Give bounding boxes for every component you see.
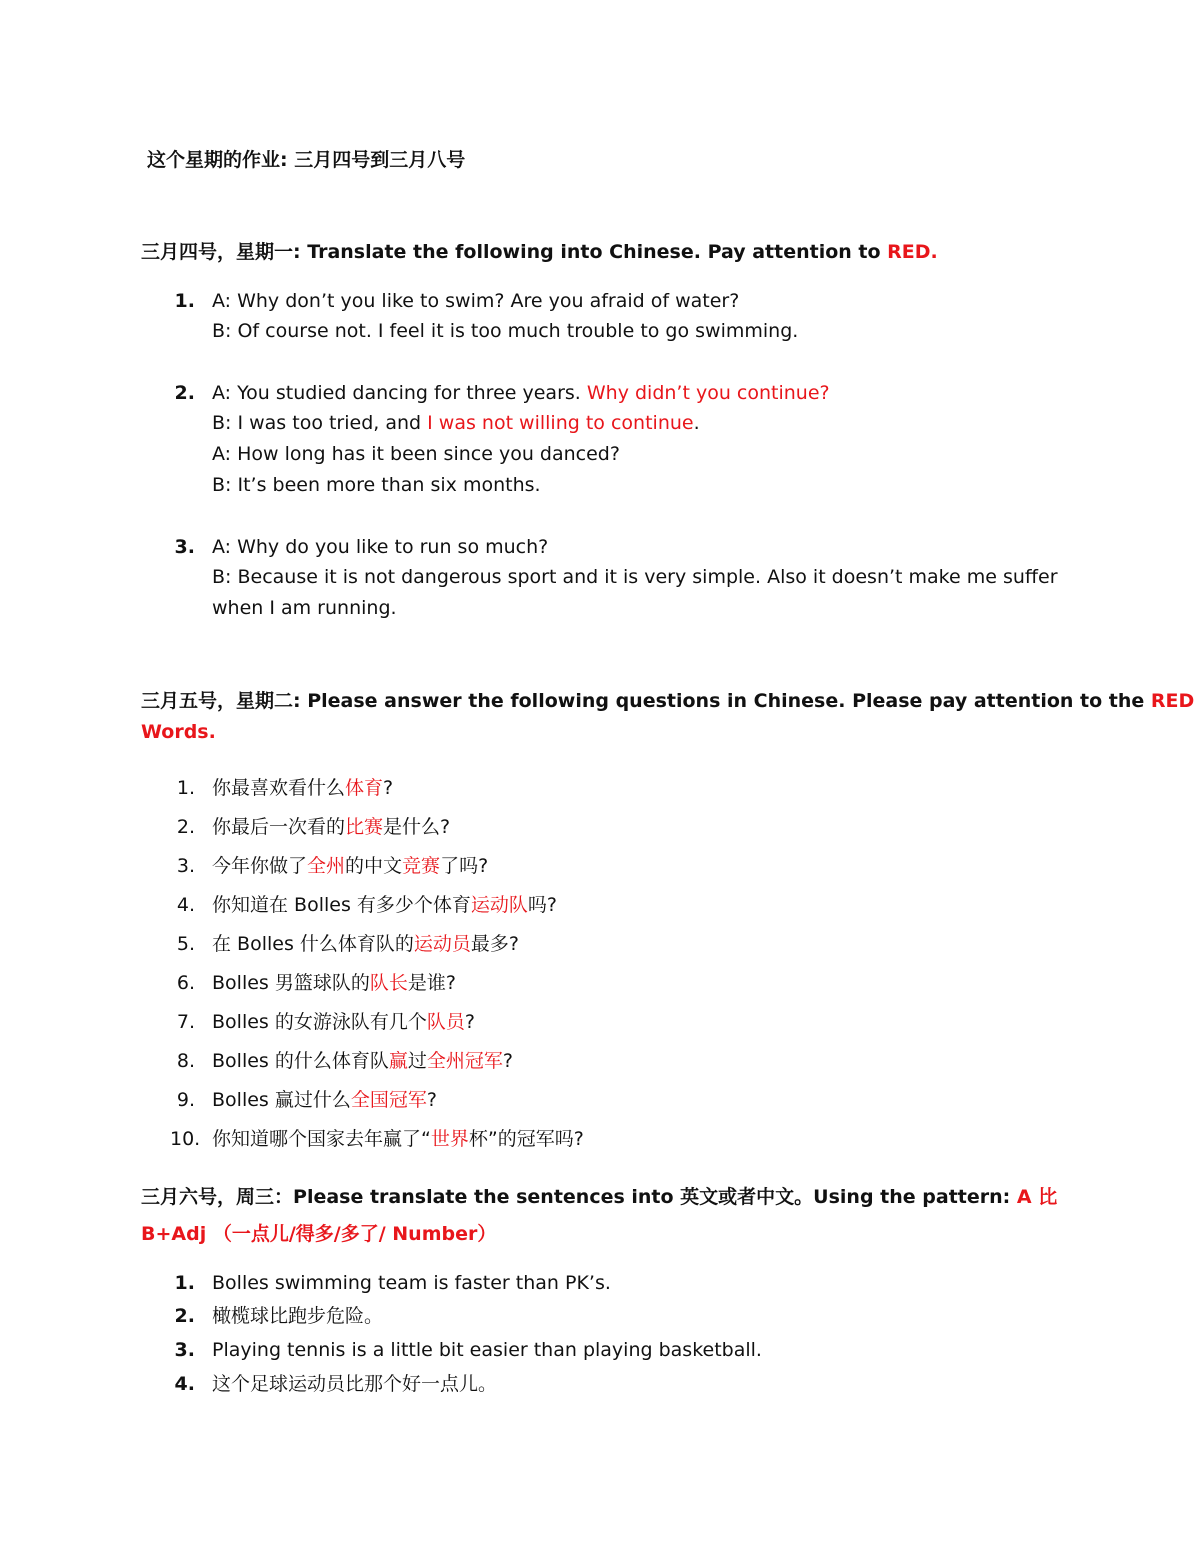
page-title: 这个星期的作业: 三月四号到三月八号 bbox=[147, 149, 466, 171]
s1-item-1-line-a: A: Why don’t you like to swim? Are you afraid of water? bbox=[212, 290, 740, 312]
s2-item-1-number: 1. bbox=[176, 777, 195, 799]
s3-item-3: Playing tennis is a little bit easier than playing basketball. bbox=[212, 1339, 762, 1361]
s1-item-2-line-a1 bbox=[212, 381, 830, 405]
s1-item-2-b1-red: I was not willing to continue bbox=[427, 412, 694, 434]
text-segment: 体育 bbox=[345, 777, 384, 799]
s2-item-10-number: 10. bbox=[170, 1128, 201, 1150]
s1-item-3-line-a: A: Why do you like to run so much? bbox=[212, 536, 549, 558]
s2-item-7-number: 7. bbox=[176, 1011, 195, 1033]
s2-item-4 bbox=[212, 893, 557, 917]
s2-item-2-number: 2. bbox=[176, 816, 195, 838]
s2-item-4-number: 4. bbox=[176, 894, 195, 916]
text-segment: ? bbox=[464, 1011, 475, 1033]
text-segment: 在 Bolles 什么体育队的 bbox=[212, 933, 414, 955]
text-segment: 队长 bbox=[369, 972, 408, 994]
s2-item-3 bbox=[212, 854, 488, 878]
text-segment: 运动队 bbox=[470, 894, 528, 916]
text-segment: Bolles 赢过什么 bbox=[212, 1089, 351, 1111]
text-segment: 最多? bbox=[470, 933, 519, 955]
text-segment: Bolles 的什么体育队 bbox=[212, 1050, 389, 1072]
text-segment: 竞赛 bbox=[402, 855, 441, 877]
s2-item-9-number: 9. bbox=[176, 1089, 195, 1111]
s2-item-7 bbox=[212, 1010, 475, 1034]
s1-item-1-line-b: B: Of course not. I feel it is too much trouble to go swimming. bbox=[212, 320, 799, 342]
text-segment: 比赛 bbox=[345, 816, 384, 838]
text-segment: Bolles 男篮球队的 bbox=[212, 972, 370, 994]
text-segment: 全州冠军 bbox=[426, 1050, 503, 1072]
s2-item-8-number: 8. bbox=[176, 1050, 195, 1072]
section-1-heading bbox=[141, 240, 938, 264]
text-segment: 运动员 bbox=[413, 933, 471, 955]
section-2-date: 三月五号，星期二: bbox=[141, 690, 308, 712]
s1-item-3-number: 3. bbox=[174, 536, 195, 558]
s1-item-2-a1-red: Why didn’t you continue? bbox=[586, 382, 830, 404]
s1-item-2-line-b1 bbox=[212, 411, 700, 435]
s3-item-3-number: 3. bbox=[174, 1339, 195, 1361]
section-2-instruction: Please answer the following questions in Chinese. Please pay attention to the bbox=[307, 690, 1151, 712]
s2-item-3-number: 3. bbox=[176, 855, 195, 877]
section-3-heading-cont: B+Adj （一点儿/得多/多了/ Number） bbox=[141, 1223, 497, 1245]
text-segment: 过 bbox=[407, 1050, 427, 1072]
text-segment: 全州 bbox=[307, 855, 346, 877]
s1-item-2-a1-text: A: You studied dancing for three years. bbox=[212, 382, 587, 404]
s3-item-1-number: 1. bbox=[174, 1272, 195, 1294]
section-2-heading bbox=[141, 689, 1194, 713]
text-segment: ? bbox=[383, 777, 394, 799]
text-segment: 你知道哪个国家去年赢了“ bbox=[212, 1128, 431, 1150]
s3-item-4: 这个足球运动员比那个好一点儿。 bbox=[212, 1373, 498, 1395]
text-segment: 世界 bbox=[430, 1128, 469, 1150]
text-segment: 吗? bbox=[527, 894, 557, 916]
section-3-instruction: Please translate the sentences into 英文或者中文。Using the pattern: bbox=[293, 1186, 1017, 1208]
section-1-red-word: RED. bbox=[887, 241, 938, 263]
s2-item-8 bbox=[212, 1049, 513, 1073]
s2-item-9 bbox=[212, 1088, 437, 1112]
s2-item-10 bbox=[212, 1127, 584, 1151]
text-segment: 是什么? bbox=[383, 816, 451, 838]
text-segment: 你最后一次看的 bbox=[212, 816, 346, 838]
section-2-red-word: RED bbox=[1150, 690, 1195, 712]
text-segment: 是谁? bbox=[407, 972, 456, 994]
text-segment: 的中文 bbox=[345, 855, 403, 877]
s1-item-2-b1-end: . bbox=[693, 412, 700, 434]
s1-item-2-b1-text: B: I was too tried, and bbox=[212, 412, 428, 434]
text-segment: 你最喜欢看什么 bbox=[212, 777, 346, 799]
text-segment: ? bbox=[502, 1050, 513, 1072]
text-segment: 杯”的冠军吗? bbox=[468, 1128, 584, 1150]
s3-item-2-number: 2. bbox=[174, 1305, 195, 1327]
s1-item-2-number: 2. bbox=[174, 382, 195, 404]
s3-item-1: Bolles swimming team is faster than PK’s. bbox=[212, 1272, 611, 1294]
s2-item-5-number: 5. bbox=[176, 933, 195, 955]
text-segment: 今年你做了 bbox=[212, 855, 308, 877]
s1-item-2-line-a2: A: How long has it been since you danced? bbox=[212, 443, 620, 465]
text-segment: 赢 bbox=[388, 1050, 408, 1072]
s2-item-6 bbox=[212, 971, 456, 995]
section-3-red-pattern: A 比 bbox=[1016, 1186, 1058, 1208]
text-segment: 了吗? bbox=[440, 855, 489, 877]
s2-item-6-number: 6. bbox=[176, 972, 195, 994]
s2-item-1 bbox=[212, 776, 393, 800]
s1-item-1-number: 1. bbox=[174, 290, 195, 312]
section-3-date: 三月六号，周三： bbox=[141, 1186, 294, 1208]
s3-item-2: 橄榄球比跑步危险。 bbox=[212, 1305, 384, 1327]
section-1-date: 三月四号，星期一: bbox=[141, 241, 308, 263]
section-1-instruction: Translate the following into Chinese. Pay attention to bbox=[307, 241, 888, 263]
s1-item-3-line-b: B: Because it is not dangerous sport and it is very simple. Also it doesn’t make me suffer bbox=[212, 566, 1058, 588]
text-segment: ? bbox=[426, 1089, 437, 1111]
s2-item-2 bbox=[212, 815, 450, 839]
text-segment: 全国冠军 bbox=[350, 1089, 427, 1111]
text-segment: 队员 bbox=[426, 1011, 465, 1033]
section-2-heading-cont: Words. bbox=[141, 721, 216, 743]
text-segment: 你知道在 Bolles 有多少个体育 bbox=[212, 894, 471, 916]
s2-item-5 bbox=[212, 932, 519, 956]
s1-item-3-line-b-cont: when I am running. bbox=[212, 597, 397, 619]
section-3-heading bbox=[141, 1185, 1057, 1209]
text-segment: Bolles 的女游泳队有几个 bbox=[212, 1011, 427, 1033]
s3-item-4-number: 4. bbox=[174, 1373, 195, 1395]
s1-item-2-line-b2: B: It’s been more than six months. bbox=[212, 474, 541, 496]
